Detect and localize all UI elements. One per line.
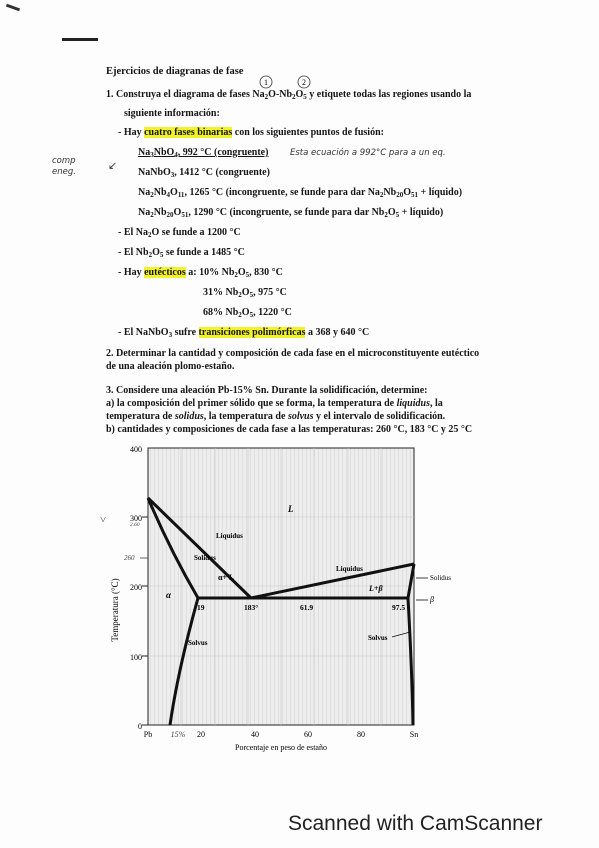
pen-dash [62,38,98,41]
q3-line2: a) la composición del primer sólido que se forma, la temperatura de liquidus, la [106,398,443,409]
q1-bullet-phases: - Hay cuatro fases binarias con los siguientes puntos de fusión: [118,127,384,138]
nb2o5-melt: - El $Nb_2O_5$ se funde a 1485 °C [118,247,245,259]
handwritten-note-phase1: Esta ecuación a 992°C para a un eq. [290,148,446,158]
phase-na2nb20o51: $Na_2Nb_{20}O_{51}$, 1290 °C (incongruente, se funde para dar $Nb_2O_5$ + líquido) [138,207,444,219]
point-19: 19 [197,603,205,612]
eutectic-2: 31% $Nb_2O_5$, 975 °C [203,287,287,299]
y-tick-100: 100 [130,653,142,662]
label-beta: β [430,595,434,604]
x-tick-pb: Pb [143,730,153,739]
document-title: Ejercicios de diagranas de fase [106,66,244,77]
pb-sn-phase-diagram [90,440,490,760]
point-97-5: 97.5 [392,603,406,612]
x-tick-60: 60 [304,730,312,739]
scan-mark [6,4,20,12]
y-tick-300: 300 [130,514,142,523]
point-183: 183° [244,603,259,612]
na2o-melt: - El $Na_2O$ se funde a 1200 °C [118,227,241,239]
label-liquidus-left: Liquidus [216,532,243,540]
q1-line1: 1. Construya el diagrama de fases $Na_2O-Nb_2O_5$ y etiquete todas las regiones usando la [106,89,472,101]
x-tick-40: 40 [251,730,259,739]
region-l: L [288,504,294,514]
label-solvus-right: Solvus [368,634,388,642]
y-axis-label: Temperatura (°C) [110,578,120,642]
y-tick-200: 200 [130,583,142,592]
phase-na3nbo4: $Na_3NbO_4$, 992 °C (congruente) [138,147,269,159]
q3-line1: 3. Considere una aleación Pb-15% Sn. Durante la solidificación, determine: [106,385,428,396]
arrow-mark: ↙ [108,159,118,172]
polymorphic-transitions: - El NaNbO$_3$ sufre transiciones polimórficas a 368 y 640 °C [118,327,370,339]
eutectic-1: - Hay eutécticos a: 10% $Nb_2O_5$, 830 °C [118,267,283,279]
x-tick-20: 20 [197,730,205,739]
circle-annotations [258,74,318,90]
eutectic-3: 68% $Nb_2O_5$, 1220 °C [203,307,292,319]
q2-line2: de una aleación plomo-estaño. [106,361,235,372]
phase-na2nb4o11: $Na_2Nb_4O_{11}$, 1265 °C (incongruente, se funde para dar $Na_2Nb_{20}O_{51}$ + líquido) [138,187,463,199]
label-solidus-left: Solidus [194,554,216,562]
x-axis-label: Porcentaje en peso de estaño [235,743,327,752]
q1-line2: siguiente información: [124,108,220,119]
y-tick-400: 400 [130,445,142,454]
region-alpha-l: α+ L [218,573,235,582]
camscanner-watermark: Scanned with CamScanner [288,812,543,835]
label-solvus-left: Solvus [188,639,208,647]
q3-line4: b) cantidades y composiciones de cada fase a las temperaturas: 260 °C, 183 °C y 25 °C [106,424,473,435]
label-liquidus-right: Liquidus [336,565,363,573]
circle-label-2: 2 [302,78,306,87]
x-tick-sn: Sn [409,730,419,739]
handwritten-tick-260b: 260 [124,554,135,562]
x-tick-80: 80 [357,730,365,739]
circle-label-1: 1 [264,78,268,87]
phase-nanbo3: NaNbO$_3$, 1412 °C (congruente) [138,167,270,179]
region-l-beta: L+β [369,584,383,593]
handwritten-tick-15: 15% [170,730,186,739]
q3-line3: temperatura de solidus, la temperatura de solvus y el intervalo de solidificación. [106,411,446,422]
region-alpha: α [166,590,171,600]
handwritten-tick-260a: 2.60 [130,522,140,528]
q2-line1: 2. Determinar la cantidad y composición de cada fase en el microconstituyente eutéctico [106,348,480,359]
label-solidus-right: Solidus [430,574,452,582]
point-61-9: 61.9 [300,603,314,612]
handwritten-check: ˅ [100,514,107,526]
handwritten-side-note: comp eneg. [52,156,76,177]
y-tick-0: 0 [138,722,142,731]
